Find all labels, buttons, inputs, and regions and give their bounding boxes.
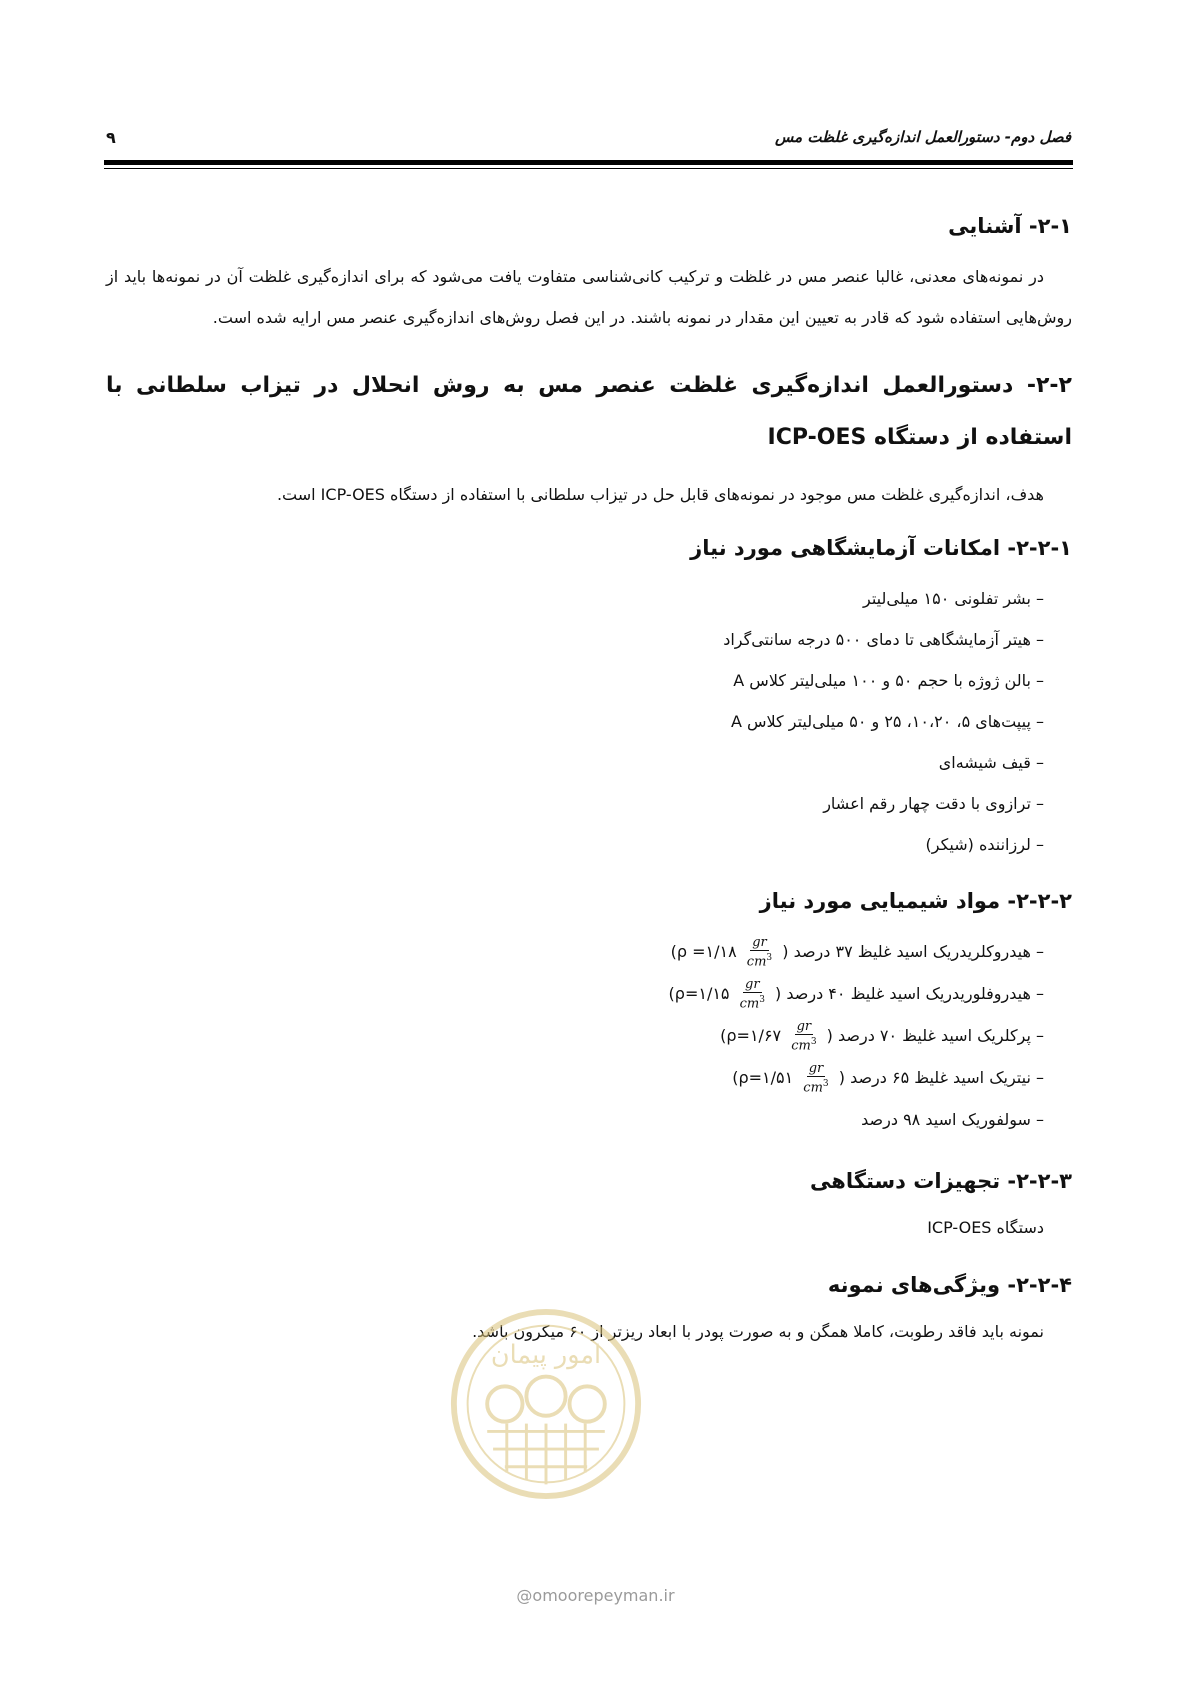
unit-fraction [789, 1019, 818, 1053]
header-rule-thin [104, 168, 1073, 169]
density-value: ρ=۱/۱۵ [674, 984, 730, 1003]
fraction-denominator: $cm^3$ [739, 995, 765, 1012]
watermark-logo-text: امور پیمان [490, 1339, 602, 1370]
page-header [106, 128, 1071, 158]
fraction-numerator: gr [745, 977, 760, 993]
chemical-name: پرکلریک اسید غلیظ ۷۰ درصد ( [826, 1026, 1031, 1045]
section-heading-2-2-3: ۲-۲-۳- تجهیزات دستگاهی [810, 1169, 1072, 1193]
watermark-logo [448, 1306, 644, 1502]
fraction-numerator: gr [808, 1061, 824, 1077]
section-heading-2-2-1: ۲-۲-۱- امکانات آزمایشگاهی مورد نیاز [690, 536, 1072, 560]
chemical-name: سولفوریک اسید ۹۸ درصد [861, 1110, 1031, 1129]
list-item: – پیپت‌های ۵، ۱۰،۲۰، ۲۵ و ۵۰ میلی‌لیتر کلاس A [106, 701, 1044, 742]
unit-fraction [738, 977, 767, 1011]
section-heading-2-2-2: ۲-۲-۲- مواد شیمیایی مورد نیاز [759, 889, 1072, 913]
fraction-numerator: gr [752, 935, 767, 951]
chemicals-list [106, 931, 1072, 1141]
list-item: – لرزاننده (شیکر) [106, 824, 1044, 865]
chemical-item [106, 1099, 1044, 1141]
page-number: ۹ [106, 128, 116, 147]
section-paragraph-2-2-4: نمونه باید فاقد رطوبت، کاملا همگن و به صورت پودر با ابعاد ریزتر از ۶۰ میکرون باشد. [472, 1322, 1044, 1341]
chemical-item: – نیتریک اسید غلیظ ۶۵ درصد ( $\frac{gr}{cm^3}$ ρ=۱/۵۱) [106, 1057, 1044, 1099]
list-item: – هیتر آزمایشگاهی تا دمای ۵۰۰ درجه سانتی‌گراد [106, 619, 1044, 660]
fraction-denominator: $cm^3$ [791, 1037, 817, 1054]
list-item: – بالن ژوژه با حجم ۵۰ و ۱۰۰ میلی‌لیتر کلاس A [106, 660, 1044, 701]
section-paragraph-2-1: در نمونه‌های معدنی، غالبا عنصر مس در غلظت و ترکیب کانی‌شناسی متفاوت یافت می‌شود که برای اندازه‌گیری غلظت آن در نمونه‌ها باید از روش‌هایی استفاده شود که قادر به تعیین این مقدار در نمونه باشند. در این فصل روش‌های اندازه‌گیری عنصر مس ارایه شده است. [106, 267, 1072, 327]
unit-fraction [801, 1061, 830, 1095]
lab-equipment-list [106, 578, 1072, 865]
section-heading-2-2-4: ۲-۲-۴- ویژگی‌های نمونه [827, 1273, 1072, 1297]
chemical-name: هیدروکلریدریک اسید غلیظ ۳۷ درصد ( [782, 942, 1031, 961]
header-rule-thick [104, 160, 1073, 165]
section-paragraph-2-2-3: دستگاه ICP-OES [927, 1218, 1044, 1237]
chemical-item: – هیدروفلوریدریک اسید غلیظ ۴۰ درصد ( $\frac{gr}{cm^3}$ ρ=۱/۱۵) [106, 973, 1044, 1015]
density-value: ρ=۱/۵۱ [738, 1068, 794, 1087]
section-paragraph-2-2: هدف، اندازه‌گیری غلظت مس موجود در نمونه‌های قابل حل در تیزاب سلطانی با استفاده از دستگاه ICP-OES است. [276, 485, 1044, 504]
list-item: – ترازوی با دقت چهار رقم اعشار [106, 783, 1044, 824]
chemical-name: هیدروفلوریدریک اسید غلیظ ۴۰ درصد ( [775, 984, 1031, 1003]
fraction-denominator: $cm^3$ [746, 953, 773, 970]
page-content [106, 210, 1072, 1349]
density-value: ρ =۱/۱۸ [676, 942, 737, 961]
fraction-denominator: $cm^3$ [803, 1079, 829, 1096]
list-item: – قیف شیشه‌ای [106, 742, 1044, 783]
section-heading-2-1: ۲-۱- آشنایی [948, 214, 1072, 238]
chemical-item: – پرکلریک اسید غلیظ ۷۰ درصد ( $\frac{gr}{cm^3}$ ρ=۱/۶۷) [106, 1015, 1044, 1057]
list-item: – بشر تفلونی ۱۵۰ میلی‌لیتر [106, 578, 1044, 619]
chemical-item: – هیدروکلریدریک اسید غلیظ ۳۷ درصد ( $\frac{gr}{cm^3}$ ρ =۱/۱۸) [106, 931, 1044, 973]
density-value: ρ=۱/۶۷ [726, 1026, 782, 1045]
fraction-numerator: gr [796, 1019, 812, 1035]
chemical-name: نیتریک اسید غلیظ ۶۵ درصد ( [838, 1068, 1031, 1087]
watermark-url: @omoorepeyman.ir [516, 1586, 675, 1605]
section-heading-2-2: ۲-۲- دستورالعمل اندازه‌گیری غلظت عنصر مس به روش انحلال در تیزاب سلطانی با استفاده از دستگاه ICP-OES [106, 373, 1072, 450]
unit-fraction [745, 935, 774, 969]
chapter-title: فصل دوم- دستورالعمل اندازه‌گیری غلظت مس [774, 128, 1071, 146]
